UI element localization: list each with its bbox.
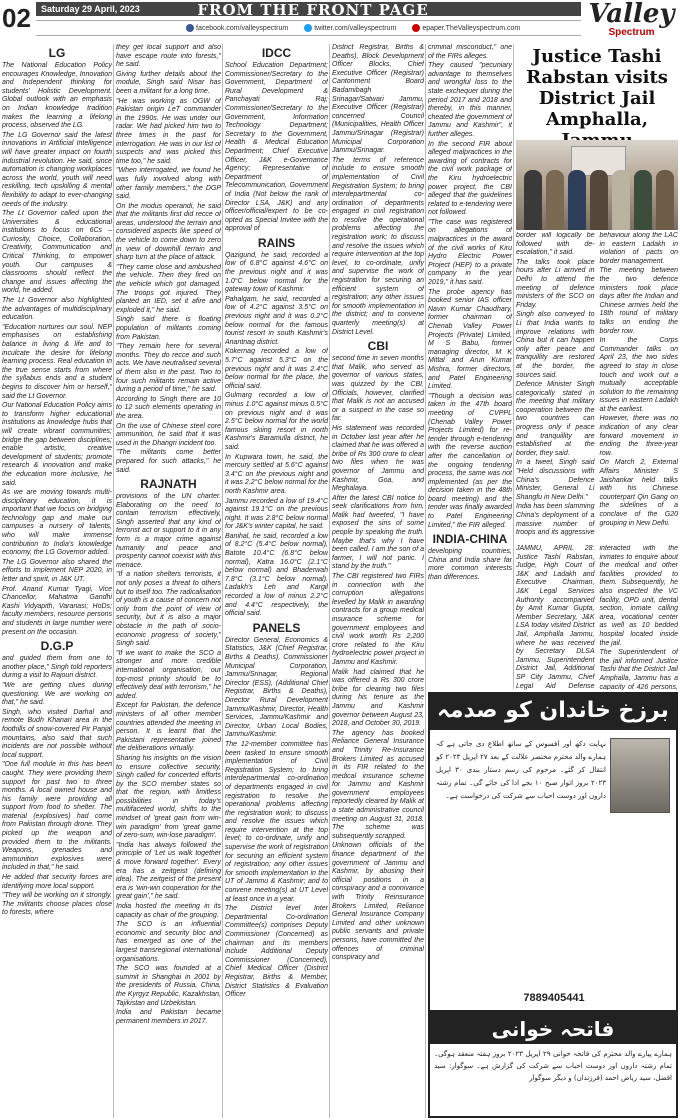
rajnath-paragraph: The SCO is an influential economic and security bloc and has emerged as one of the largest transregional international organisations. [116, 921, 221, 963]
facebook-link[interactable]: facebook.com/valleyspectrum [186, 24, 288, 32]
rains-heading: RAINS [257, 235, 296, 250]
rajnath-paragraph: India hosted the meeting in its capacity as chair of the grouping. [116, 903, 221, 919]
dgp-paragraph: "We are getting clues during questioning. We are working on that," he said. [2, 681, 112, 707]
section-title: FROM THE FRONT PAGE [197, 1, 429, 19]
cbi-paragraph: Malik had claimed that he was offered a Rs 300 crore bribe for clearing two files during his tenure as the Jammu and Kashmir governor between August 23, 2018, and October 30, 2019. [332, 668, 424, 728]
dgp-paragraph: Singh, who visited Darhal and remote Budh Khanari area in the foothills of snow-covered Pir Panjal mountains, also said that such incidents are not possible without local support. [2, 708, 112, 759]
page-number: 02 [2, 3, 31, 33]
dgp-paragraph: "They will be working on it strongly. The militants choose places close to forests, where [2, 892, 112, 917]
social-bar [36, 20, 581, 36]
dgp-cont-paragraph: "He was working as OGW of Pakistan origin LeT commander in the 1990s. He was under our radar. We had picked him two to three times in the past for interrogation. He was in our list of suspects and was picked this time too," he said. [116, 97, 221, 165]
fateha-ad [428, 1012, 678, 1118]
rains-paragraph: Pahalgam, he said, recorded a low of 4.2°C against 3.5°C on previous night and it was 0.2°C below normal for the famous tourist resort in south Kashmir's Anantnag district. [225, 295, 328, 346]
cbi-cont-paragraph: The probe agency has booked senior IAS officer Navin Kumar Chaudhary, former chairman of Chenab Valley Power Projects (Private) Limited, M S Babu, former managing director, M K Mittal and Arun Kumar Mishra, former directors, and Patel Engineering Limited. [428, 288, 512, 391]
india-china-cont-paragraph: border will logically be followed with de-escalation," it said. [516, 232, 595, 257]
condolence-text: نہایت دکھ اور افسوس کے ساتھ اطلاع دی جاتی ہے کہ ہمارے والد محترم مختصر علالت کے بعد ۲۷ اپریل ۲۰۲۳ کو انتقال کر گئے۔ مرحوم کی رسم دستار بندی ۳۰ اپریل ۲۰۲۳ بروز اتوار صبح ۱۰ بجے ادا کی جائے گی۔ تمام رشتہ داروں اور دوست احباب سے شرکت کی درخواست ہے۔ [436, 740, 606, 800]
panels-cont-paragraph: The terms of reference include to ensure smooth implementation of Civil Registration System; to bring interdepartmental co-ordination of departments engaged in civil registration to resolve the operational problems affecting the registration work; to discuss and resolve the issues which require intervention at the top level, to co-ordinate, unify and supervise the work of registration for securing an efficient system of registration; any other issues for smooth implementation in the district; and to convene quarterly meeting(s) at District Level. [332, 156, 424, 336]
idcc-paragraph: School Education Department; Commissioner/Secretary to the Government, Department of Rural Development & Panchayati Raj; Commissioner/Secretary to the Government, Information Technology Department; Secretary to the Government, Health & Medical Education Department; Chief Executive Officer, J&K e-Governance Agency; Representative of Department of Telecommunication, Government of India (Not below the rank of Director LSA, J&K) and any officer/official/expert to be co-opted as Special Invitee with the approval of [225, 62, 328, 233]
india-china-cont-paragraph: Singh also conveyed to Li that India wants to improve relations with China but it can happen only after peace and tranquillity are restored at the border, the sources said. [516, 311, 595, 379]
contact-number: 7889405441 [523, 992, 585, 1004]
lg-paragraph: Our National Education Policy aims to transform higher educational institutions as knowledge hubs that will create vibrant communities; bridge the gap between disciplines; enable artistic, creative development of students; promote research & innovation and make the education more inclusive, he said. [2, 402, 112, 487]
rains-paragraph: Gulmarg recorded a low of minus 1.0°C against minus 0.5°C on previous night and it was 2.5°C below normal for the world famous skiing resort in north Kashmir's Baramulla district, he said. [225, 392, 328, 451]
rajnath-heading: RAJNATH [140, 477, 197, 492]
twitter-link[interactable]: twitter.com/valleyspectrum [304, 24, 396, 32]
cbi-paragraph: Unknown officials of the finance department of the government of Jammu and Kashmir, by abusing their official positions in a conspiracy and a connivance with Trinity Reinsurance Brokers Limited, Reliance General Insurance Company Limited and other unknown public servants and private persons, have committed the offences of criminal conspiracy and [332, 842, 424, 962]
lg-paragraph: The Lt Governor called upon the Universities & educational institutions to focus on 6Cs – Curiosity, Choice, Collaboration, Creativity, Communication and Critical Thinking, to empower youth. Our campuses & classrooms should reflect the change and issues affecting the world, he added. [2, 210, 112, 295]
dgp-cont-paragraph: Giving further details about the module, Singh said Nisar has been a militant for a long time. [116, 70, 221, 95]
cbi-paragraph: second time in seven months that Malik, who served as governor of various states, was quizzed by the CBI. Officials, however, clarified that Malik is not an accused or a suspect in the case so far. [332, 355, 424, 423]
india-china-heading: INDIA-CHINA [432, 532, 508, 547]
dgp-cont-paragraph: On the use of Chinese steel core ammunition, he said that it was used in the Dhangri incident too. [116, 422, 221, 447]
rains-paragraph: Banihal, he said, recorded a low of 8.2°C (5.4°C below normal), Batote 10.4°C (6.8°C below normal), Katra 16.0°C (2.1°C below normal) and Bhaderwah 7.8°C (3.1°C below normal). Ladakh's Leh and Kargil recorded a low of minus 2.2°C and 4.4°C respectively, the official said. [225, 532, 328, 618]
epaper-link[interactable]: epaper.TheValleyspectrum.com [412, 24, 520, 32]
dgp-cont-paragraph: Singh said there is floating population of militants coming from Pakistan. [116, 316, 221, 341]
rabstan-article [516, 545, 678, 690]
condolence-title: برزخ خاندان کو صدمہ [430, 694, 676, 730]
dgp-heading: D.G.P [40, 639, 74, 654]
india-china-cont-paragraph: In a tweet, Singh said "Held discussions with China's Defence Minister, General Li Shangfu in New Delhi." [516, 459, 595, 501]
condolence-ad [428, 692, 678, 1012]
dgp-cont-paragraph: "The militants come better prepared for such attacks," he said. [116, 449, 221, 474]
idcc-heading: IDCC [261, 46, 292, 60]
fateha-title: فاتحہ خوانی [430, 1014, 676, 1044]
cbi-paragraph: The agency has booked Reliance General Insurance and Trinity Re-Insurance Brokers Limited as accused in its FIR related to the medical insurance scheme for Jammu and Kashmir government employees reportedly cleared by Malik at a state administrative council meeting on August 31, 2018. The scheme was subsequently scrapped. [332, 729, 424, 840]
rabstan-headline: Justice Tashi Rabstan visits District Jail Amphalla, [526, 46, 668, 130]
lg-paragraph: As we are moving towards multi-disciplinary education, it is important that we focus on bridging technology gap and make our campuses a nursery of talents, who will make immense contribution to India's knowledge economy, the LG Governor added. [2, 489, 112, 557]
rajnath-paragraph: "If we want to make the SCO a stronger and more credible international organisation, our top-most priority should be to effectively deal with terrorism," he added. [116, 649, 221, 700]
lg-paragraph: Prof. Anand Kumar Tyagi, Vice Chancellor, Mahatma Gandhi Kashi Vidyapith, Varanasi; HoDs; faculty members, resource persons and students in large number were present on the occasion. [2, 585, 112, 636]
rains-paragraph: Jammu recorded a low of 19.4°C against 19.1°C on the previous night. It was 2.8°C below normal for J&K's winter capital, he said. [225, 497, 328, 531]
dgp-cont-paragraph: According to Singh there are 10 to 12 such elements operating in the area. [116, 395, 221, 420]
rains-paragraph: Qazigund, he said, recorded a low of 6.8°C against 4.6°C on the previous night and it was 1.0°C below normal for the gateway town of Kashmir. [225, 251, 328, 294]
dgp-cont-paragraph: they get local support and also have escape route into forests," he said. [116, 44, 221, 69]
cbi-paragraph: After the latest CBI notice to seek clarifications from him, Malik had tweeted, "I have exposed the sins of some people by speaking the truth. Maybe that's why I have been called. I am the son of a farmer, I will not panic. I stand by the truth." [332, 494, 424, 571]
rains-paragraph: In Kupwara town, he said, the mercury settled at 5.6°C against 3.4°C on the previous night and it was 2.2°C below normal for the north Kashmir area. [225, 453, 328, 495]
dgp-cont-paragraph: "They remain here for several months. They do recce and such acts. We have neutralised several of them also in the past. Two to four such militants remain active during a period of time," he said. [116, 343, 221, 394]
dgp-paragraph: "One full module in this has been caught. They were providing them support for past two to three months. A local owned house and his family were providing all support from food to shelter. The material (explosives) had come from Pakistan through drone. They picked up the weapon and provided them to the militants. Weapons, grenades and ammunition explosives were included in that," he said. [2, 761, 112, 872]
rajnath-paragraph: Except for Pakistan, the defence ministers of all other member countries attended the meeting in person. It is learnt that the Pakistani representative joined the deliberations virtually. [116, 702, 221, 753]
cbi-cont-paragraph: In the second FIR about alleged malpractices in the awarding of contracts for the civil work package of the Kiru hydroelectric power project, the CBI alleged that the guidelines related to e-tendering were not followed. [428, 140, 512, 217]
lg-paragraph: "Education nurtures our soul. NEP emphasises on establishing balance in living & life and to inculcate the desire for lifelong learning process. Real education in the true sense starts from where the syllabus ends and a student begins to discover him or herself," said the Lt Governor. [2, 323, 112, 400]
rabstan-paragraph: The Superintendent of the jail informed Justice Tashi that the District Jail Amphalla, Jammu has a capacity of 426 persons, [599, 649, 678, 690]
india-china-cont-paragraph: The meeting between the two defence ministers took place days after the Indian and Chinese armies held the 18th round of military talks on ending the border row. [599, 267, 678, 335]
lg-paragraph: The LG Governor said the latest innovations in Artificial Intelligence will have greater impact on fourth industrial revolution. He said, since automation is changing workplaces across the world, youth will need reskilling, tech upskilling & mental flexibility to adapt to ever-changing needs of the industry. [2, 131, 112, 208]
rajnath-paragraph: India and Pakistan became permanent members in 2017. [116, 1009, 221, 1025]
panels-paragraph: Director General, Economics & Statistics, J&K (Chief Registrar, Births & Deaths), Commissioner Municipal Corporation, Jammu/Srinagar, Regional Director (ESS), (Additional Chief Registrar, Births & Deaths), Director Rural Development Jammu/Kashmir, Director, Health Services, Jammu/Kashmir and Director, Urban Local Bodies, Jammu/Kashmir. [225, 636, 328, 739]
india-china-cont-paragraph: In the Corps Commander talks on April 23, the two sides agreed to stay in close touch and work out a mutually acceptable solution to the remaining issues in eastern Ladakh at the earliest. [599, 337, 678, 413]
lg-paragraph: The National Education Policy encourages Knowledge, Innovation and Independent thinking for students' Holistic Development. Global outlook with an emphasis on Indian knowledge tradition makes the learning a lifelong process, observed the LG. [2, 62, 112, 130]
facebook-icon [186, 24, 194, 32]
india-china-cont-column [516, 232, 678, 544]
column-1 [2, 44, 112, 1118]
twitter-icon [304, 24, 312, 32]
india-china-cont-paragraph: Defence Minister Singh categorically stated in the meeting that military cooperation between the two countries can progress only if peace and tranquillity are established at the border, they said. [516, 381, 595, 457]
column-4 [332, 44, 424, 1118]
rabstan-paragraph: interacted with the inmates to enquire about the medical and other facilities provided to them. Subsequently, he also inspected the VC facility, OPD unit, dental section, inmate calling area, vocational center as well as 10 bedded hospital located inside the jail. [599, 545, 678, 647]
rajnath-paragraph: "If a nation shelters terrorists, it not only poses a threat to others but to itself too. The radicalisation of youth is a cause of concern not only from the point of view of security, but it is also a major obstacle in the path of socio-economic progress of society," Singh said. [116, 571, 221, 648]
page-header [0, 0, 680, 42]
india-china-cont-paragraph: On March 2, External Affairs Minister S Jaishankar held talks with his Chinese counterpart Qin Gang on the sidelines of a conclave of the G20 grouping in New Delhi. [599, 459, 678, 527]
cbi-cont-paragraph: "Though a decision was taken in the 47th board meeting of CVPPL (Chenab Valley Power Projects Limited) for re-tender through e-tendering with the reverse auction after the cancellation of the ongoing tendering process, the same was not implemented (as per the decision taken in the 48th board meeting) and the tender was finally awarded to Patel Engineering Limited," the FIR alleged. [428, 392, 512, 529]
globe-icon [412, 24, 420, 32]
cbi-cont-paragraph: They caused "pecuniary advantage to themselves and wrongful loss to the state exchequer during the period 2017 and 2018 and thereby, in this manner, cheated the government of Jammu and Kashmir", it further alleges. [428, 62, 512, 138]
fateha-text: ہمارے پیارے والد محترم کی فاتحہ خوانی ۲۹ اپریل ۲۰۲۳ بروز ہفتہ منعقد ہوگی۔ تمام رشتہ داروں اور دوست احباب سے شرکت کی گزارش ہے۔ سوگوار: سید افضل، سید ریاض احمد (فرزندان) و دیگر سوگوار [434, 1050, 672, 1082]
panels-paragraph: The District level Inter Departmental Co-ordination Committee(s) comprises Deputy Commissioner (Concerned) as chairman and its members include Additional Deputy Commissioner (Concerned), Chief Medical Officer (District Registrar, Births & Member, District Statistics & Evaluation Officer [225, 905, 328, 999]
rajnath-paragraph: "India has always followed the principle of 'Let us walk together & move forward together'. Every era has a zeitgeist (defining idea). The zeitgeist of the present era is 'win-win cooperation for the great gain'," he said. [116, 841, 221, 901]
cbi-heading: CBI [367, 339, 389, 354]
column-3 [225, 44, 328, 1118]
dgp-cont-paragraph: "When interrogated, we found he was fully involved along with other family members," the DGP said. [116, 167, 221, 201]
lg-paragraph: The LG Governor also shared the efforts to implement NEP 2020, in letter and spirit, in J&K UT. [2, 558, 112, 584]
india-china-paragraph: developing countries, China and India share far more common interests than differences. [428, 548, 512, 582]
rains-paragraph: Kokernag recorded a low of 5.7°C against 5.3°C on the previous night and it was 2.4°C below normal for the place, the official said. [225, 348, 328, 390]
rajnath-paragraph: The SCO was founded at a summit in Shanghai in 2001 by the presidents of Russia, China, the Kyrgyz Republic, Kazakhstan, Tajikistan and Uzbekistan. [116, 965, 221, 1007]
news-photo [516, 140, 678, 230]
india-china-cont-paragraph: However, there was no indication of any clear forward movement in ending the three-year row. [599, 415, 678, 457]
rabstan-paragraph: JAMMU, APRIL 28: Justice Tashi Rabstan, Judge, High Court of J&K and Ladakh and Executive Chairman, J&K Legal Services Authority accompanied by Amit Kumar Gupta, Member Secretary, J&K LSA today visited District Jail, Amphalla Jammu, where he was received by Secretary DLSA Jammu, Superintendent District Jail, Additional SP City Jammu, Chief Legal Aid Defense [516, 545, 595, 690]
date-text: Saturday 29 April, 2023 [41, 4, 140, 14]
cbi-paragraph: His statement was recorded in October last year after he claimed that he was offered a bribe of Rs 300 crore to clear two files when he was governor of Jammu and Kashmir, Goa, and Meghalaya. [332, 424, 424, 493]
india-china-cont-paragraph: India has been slamming China's deployment of a massive number of troops and its aggressive behaviour along the LAC in eastern Ladakh in violation of pacts on border management. [516, 232, 678, 537]
dgp-paragraph: He added that security forces are identifying more local support. [2, 874, 112, 890]
dgp-paragraph: and guided them from one to another place," Singh told reporters during a visit to Rajouri district. [2, 655, 112, 680]
cbi-paragraph: The CBI registered two FIRs in connection with the corruption allegations levelled by Malik in awarding contracts for a group medical insurance scheme for government employees and civil work worth Rs 2,200 crore related to the Kiru hydroelectric power project in Jammu and Kashmir. [332, 573, 424, 666]
panels-paragraph: The 12-member committee has been tasked to ensure smooth implementation of Civil Registration System; to bring interdepartmental co-ordination of departments engaged in civil registration to resolve the operational problems affecting the registration work; to discuss and resolve the issues which require intervention at the top level; to co-ordinate, unify and supervise the work of registration for securing an efficient system of registration; any other issues for smooth implementation in the UT of Jammu & Kashmir; and to convene meeting(s) at UT Level at least once in a year. [225, 740, 328, 903]
panels-cont-paragraph: District Registrar, Births & Deaths), Block Development Officer Blocks, Chief Executive Officer (Registrar) Cantonment Board Badamibagh Srinagar/Satwari Jammu, Executive Officer (Registrar) concerned Council (Municipalities, Health Officer Jammu/Srinagar (Registrar) Municipal Corporation Jammu/Srinagar. [332, 44, 424, 155]
panels-heading: PANELS [252, 620, 301, 635]
lg-heading: LG [48, 46, 66, 60]
masthead-logo: Valley Spectrum [588, 0, 675, 38]
dgp-cont-paragraph: "They came close and ambushed the vehicle. Then they fired on the vehicle which got damaged. The troops got injured. They planted an IED, set it afire and exploded it," he said. [116, 263, 221, 314]
portrait-photo [610, 738, 670, 813]
dgp-cont-paragraph: On the modus operandi, he said that the militants first did recce of areas, understood the terrain and considered aspects like speed of the vehicle to come down to zero in view of downhill terrain and sharp turn at the place of attack. [116, 202, 221, 262]
cbi-cont-paragraph: criminal misconduct," one of the FIRs alleges. [428, 44, 512, 60]
rajnath-paragraph: provisions of the UN charter. Elaborating on the need to contain terrorism effectively, Singh asserted that any kind of terrorist act or support to it in any form is a major crime against humanity and peace and prosperity cannot coexist with this menace. [116, 493, 221, 569]
india-china-cont-paragraph: The talks took place hours after Li arrived in Delhi to attend the meeting of defence ministers of the SCO on Friday. [516, 258, 595, 309]
rajnath-paragraph: Sharing his insights on the vision to ensure collective security, Singh called for concerted efforts by the SCO member states so that the region, with limitless possibilities in today's multifaceted world, shifts to the mindset of 'great gain from win-win paradigm' from 'great game of zero-sum, win-lose paradigm'. [116, 754, 221, 840]
column-2 [116, 44, 221, 1118]
cbi-cont-paragraph: "The case was registered on allegations of malpractices in the award of the civil works of Kiru Hydro Electric Power Project (HEP) to a private company in the year 2019," it has said. [428, 218, 512, 287]
lg-paragraph: The Lt Governor also highlighted the advantages of multidisciplinary education. [2, 297, 112, 322]
column-5 [428, 44, 512, 584]
